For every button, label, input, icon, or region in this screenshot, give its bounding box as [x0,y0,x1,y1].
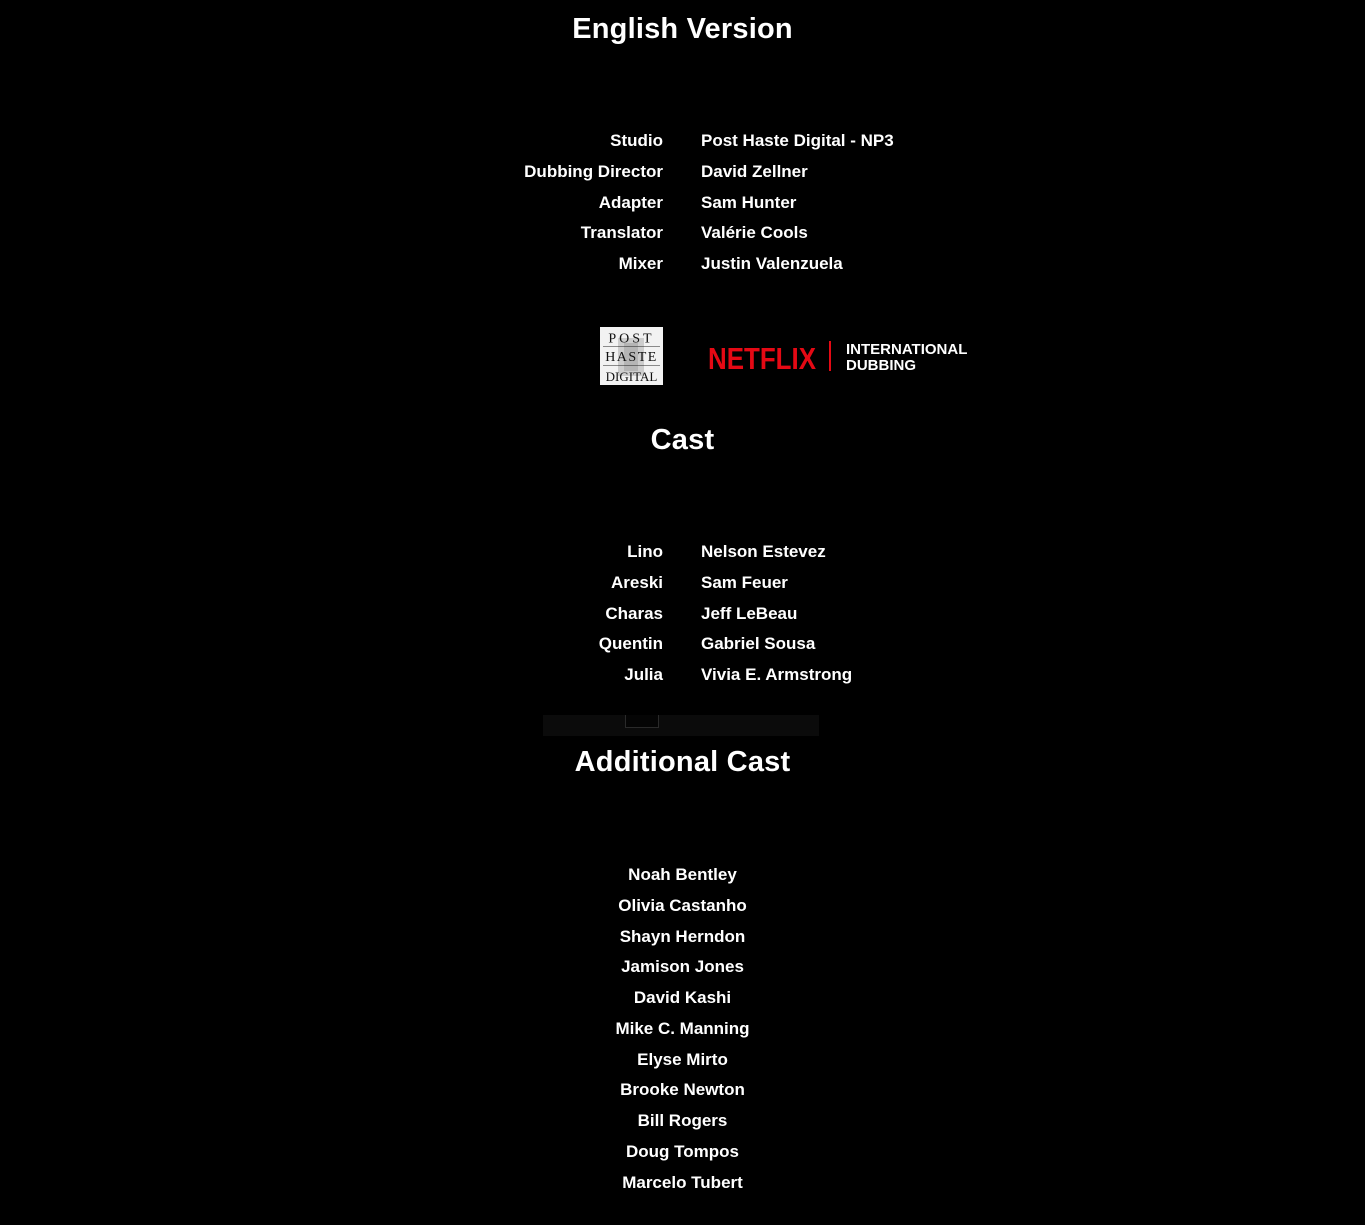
additional-cast-name: Olivia Castanho [618,895,747,915]
cast-row [0,570,1365,601]
crew-role: Adapter [598,192,663,212]
cast-row [0,539,1365,570]
character-name: Julia [624,665,663,684]
crew-row [0,190,1365,221]
crew-role: Studio [610,131,663,150]
crew-name: Sam Hunter [701,192,797,212]
tagline-line-1: INTERNATIONAL [846,341,968,358]
logo-divider [829,341,831,371]
tagline-line-2: DUBBING [846,357,916,374]
additional-cast-name: David Kashi [633,988,732,1007]
cast-credits-list [0,539,1365,693]
additional-cast-name: Bill Rogers [637,1111,728,1130]
post-haste-digital-logo [600,327,663,385]
additional-cast-name: Shayn Herndon [619,926,746,946]
additional-cast-title: Additional Cast [574,746,791,778]
logo-line-haste: HASTE [605,350,658,365]
crew-row [0,220,1365,251]
cast-row [0,662,1365,693]
additional-cast-name: Noah Bentley [628,865,737,884]
crew-row [0,128,1365,159]
logo-line-digital: DIGITAL [605,369,658,384]
crew-row [0,159,1365,190]
additional-cast-name: Mike C. Manning [615,1018,750,1038]
scrub-thumb[interactable] [625,715,659,728]
character-name: Areski [611,572,663,592]
actor-name: Nelson Estevez [701,542,826,561]
additional-cast-name: Elyse Mirto [637,1049,728,1069]
crew-name: Valérie Cools [701,223,808,243]
actor-name: Vivia E. Armstrong [701,665,853,684]
additional-cast-list [0,862,1365,1200]
logo-line-post: POST [608,331,655,347]
character-name: Quentin [598,634,663,654]
additional-cast-name: Jamison Jones [621,957,744,977]
cast-row [0,601,1365,632]
cast-title: Cast [650,424,715,456]
crew-role: Translator [580,223,663,243]
netflix-international-dubbing-logo [708,338,998,378]
additional-cast-name: Doug Tompos [626,1141,739,1161]
crew-name: Justin Valenzuela [701,254,843,273]
additional-cast-name: Brooke Newton [620,1080,745,1100]
crew-row [0,251,1365,282]
cast-row [0,631,1365,662]
character-name: Lino [627,542,663,561]
crew-name: Post Haste Digital - NP3 [701,131,894,150]
actor-name: Jeff LeBeau [701,603,798,623]
character-name: Charas [605,603,663,623]
netflix-wordmark: NETFLIX [708,341,817,376]
crew-credits-list [0,128,1365,282]
english-version-title: English Version [572,13,793,45]
additional-cast-name: Marcelo Tubert [622,1172,743,1192]
player-scrub-strip [543,715,819,736]
actor-name: Sam Feuer [701,572,788,592]
actor-name: Gabriel Sousa [701,634,816,654]
crew-role: Dubbing Director [524,161,663,181]
crew-name: David Zellner [701,161,808,181]
crew-role: Mixer [618,254,663,273]
